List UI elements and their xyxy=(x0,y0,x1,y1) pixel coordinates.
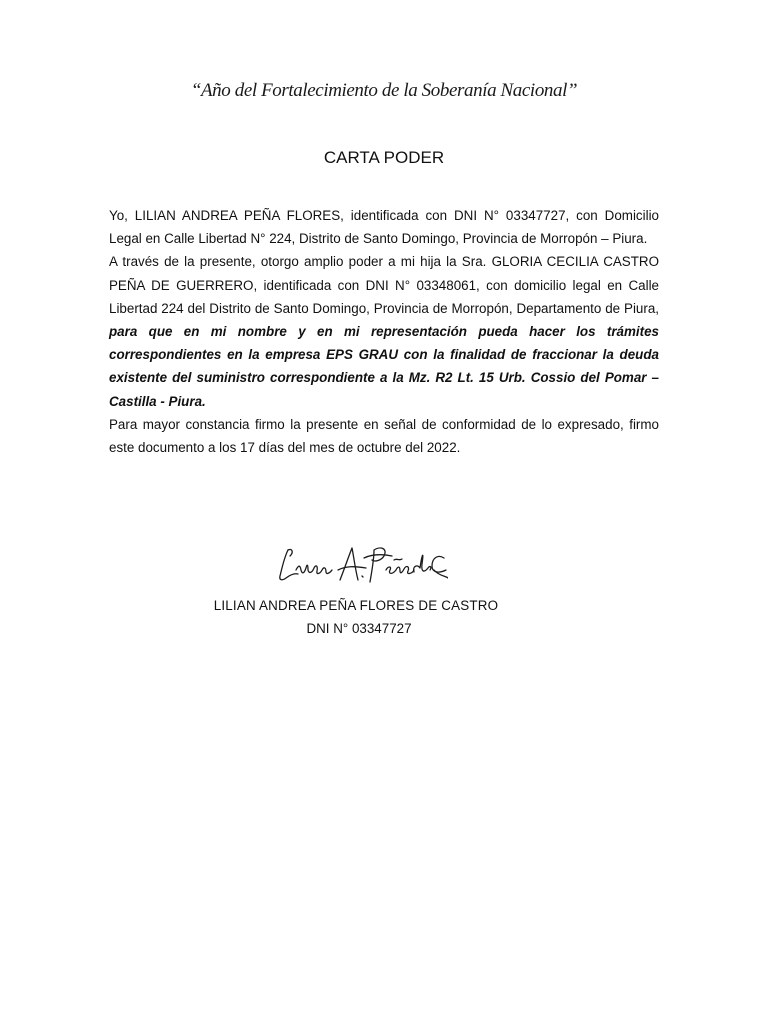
paragraph-closing: Para mayor constancia firmo la presente en señal de conformidad de lo expresado, firmo este documento a los 17 días del mes de octubre del 2022. xyxy=(109,416,659,456)
year-motto: “Año del Fortalecimiento de la Soberanía Nacional” xyxy=(190,80,578,101)
handwritten-signature xyxy=(274,540,448,594)
signer-name: LILIAN ANDREA PEÑA FLORES DE CASTRO xyxy=(213,598,499,613)
paragraph-power-grant-purpose: para que en mi nombre y en mi representación pueda hacer los trámites correspondientes en la empresa EPS GRAU con la finalidad de fraccionar la deuda existente del suministro correspondiente a la Mz. R2 Lt. 15 Urb. Cossio del Pomar – Castilla - Piura. xyxy=(109,324,659,409)
paragraph-power-grant xyxy=(109,250,659,412)
document-body xyxy=(109,204,659,459)
document-title: CARTA PODER xyxy=(323,148,445,167)
paragraph-declarant: Yo, LILIAN ANDREA PEÑA FLORES, identificada con DNI N° 03347727, con Domicilio Legal en Calle Libertad N° 224, Distrito de Santo Domingo, Provincia de Morropón – Piura. xyxy=(109,208,659,247)
paragraph-power-grant-regular: A través de la presente, otorgo amplio poder a mi hija la Sra. GLORIA CECILIA CASTRO PEÑA DE GUERRERO, identificada con DNI N° 03348061, con domicilio legal en Calle Libertad 224 del Distrito de Santo Domingo, Provincia de Morropón, Departamento de Piura, xyxy=(109,254,659,316)
signer-dni: DNI N° 03347727 xyxy=(306,621,412,636)
